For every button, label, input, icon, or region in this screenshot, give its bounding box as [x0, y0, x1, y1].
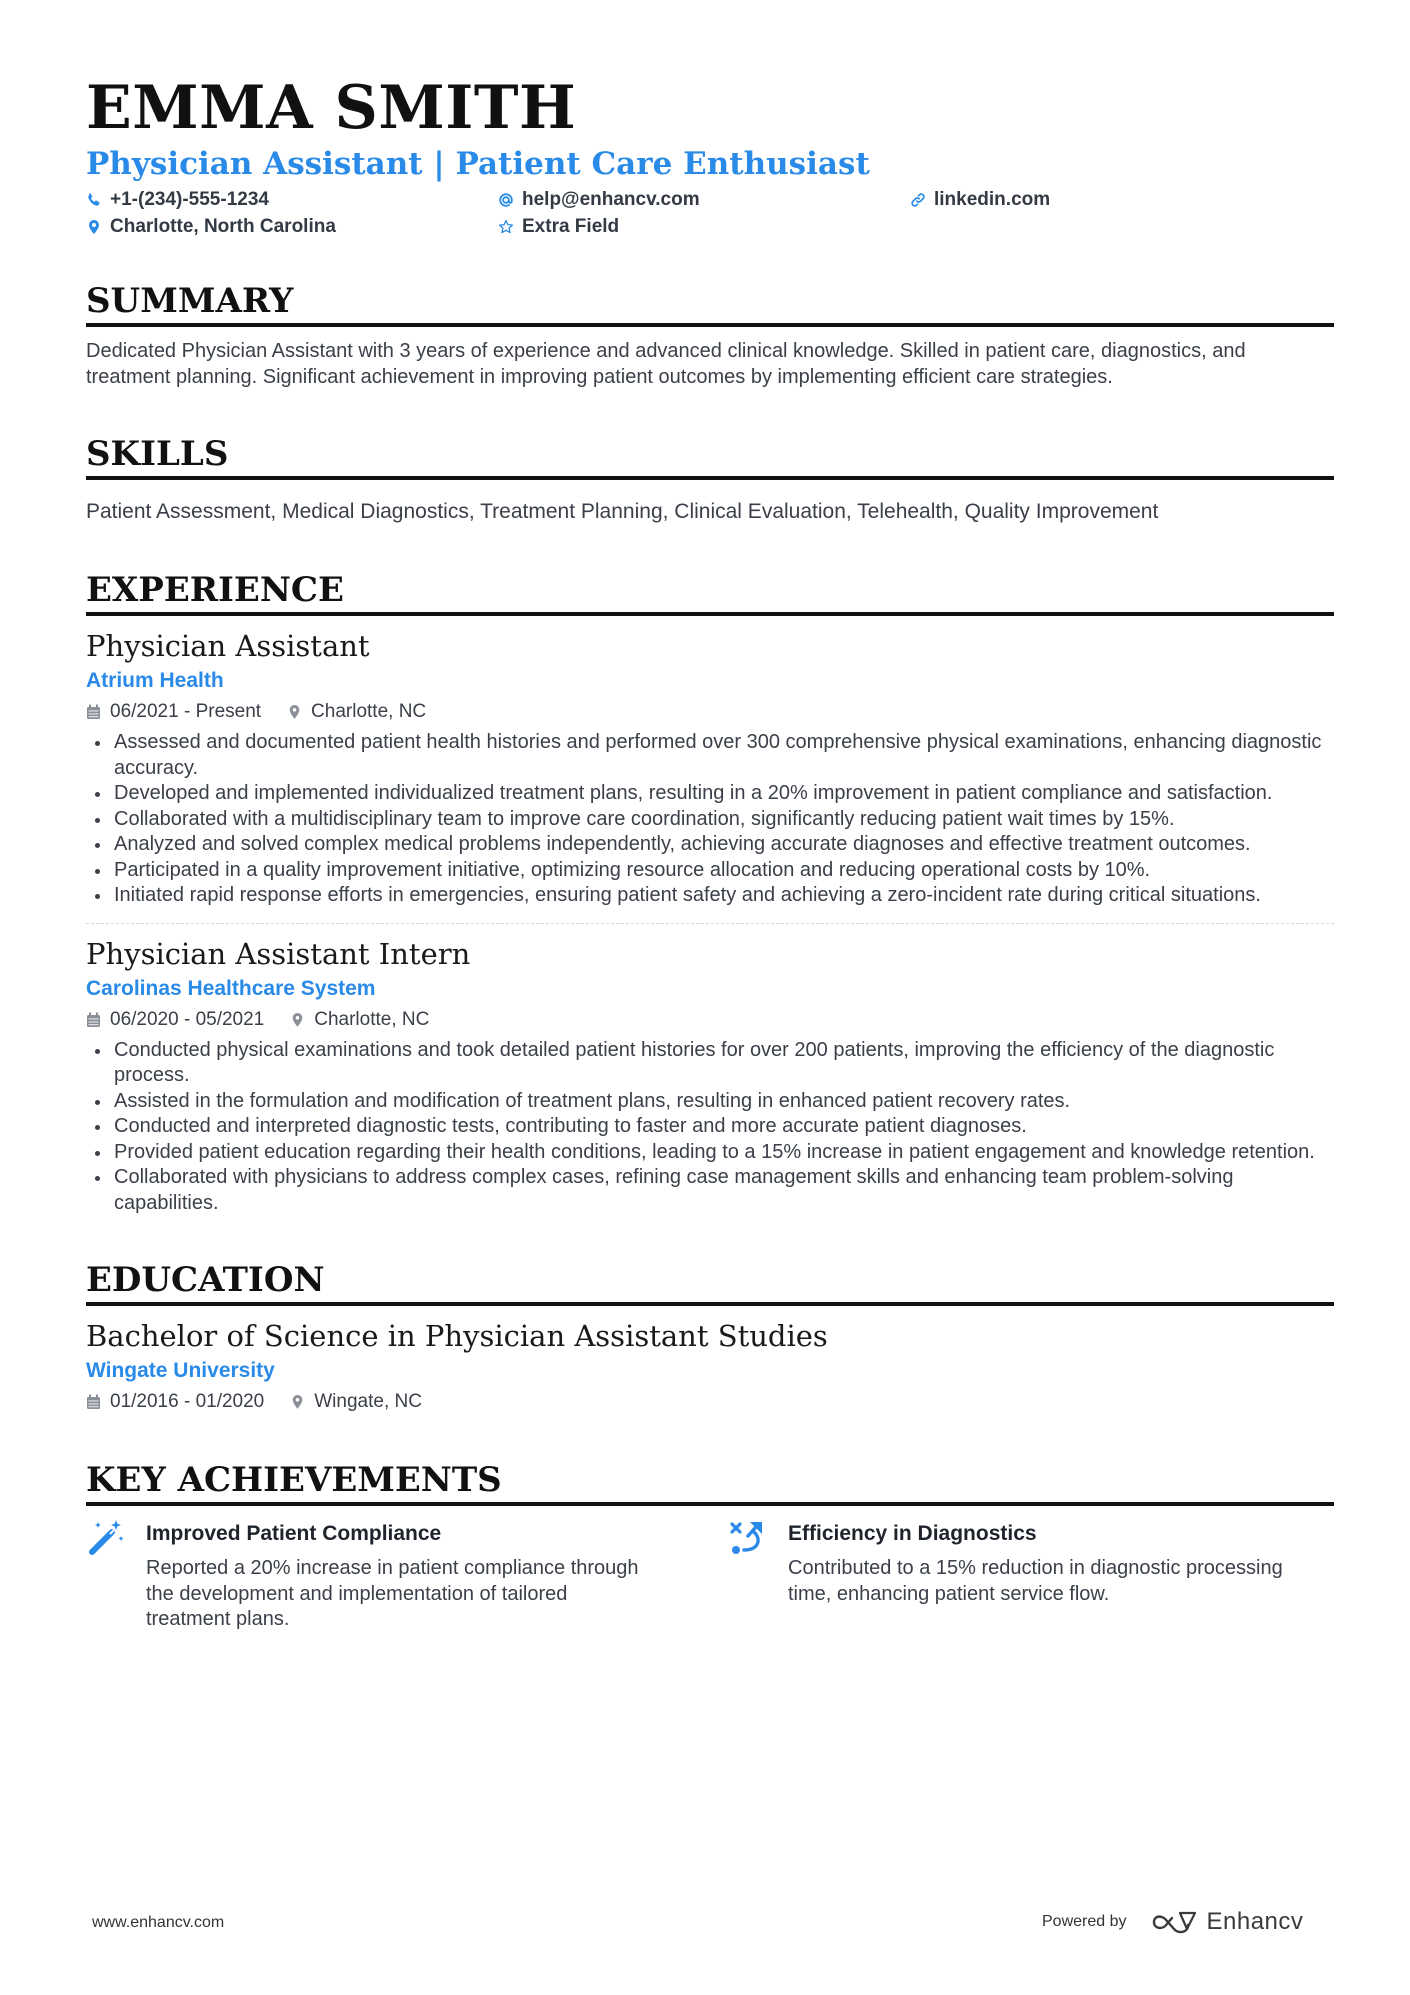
location — [290, 1388, 422, 1416]
experience-entry — [86, 616, 1334, 909]
star-icon — [498, 219, 514, 235]
location-pin-icon — [86, 219, 102, 235]
bullet-text: Developed and implemented individualized treatment plans, resulting in a 20% improvement in patient compliance and satisfaction. — [114, 782, 1273, 804]
bullet-dot — [95, 1151, 100, 1156]
school-name[interactable]: Wingate University — [86, 1359, 275, 1382]
entry-meta — [86, 1006, 1334, 1034]
enhancv-logo[interactable] — [1151, 1908, 1304, 1936]
at-icon — [498, 192, 514, 208]
calendar-icon — [86, 704, 101, 720]
list-item — [86, 1038, 1334, 1089]
link-icon — [910, 192, 926, 208]
location-pin-icon — [290, 1394, 305, 1410]
bullet-text: Conducted physical examinations and took detailed patient histories for over 200 patients, improving the efficiency of the diagnostic process. — [114, 1038, 1275, 1086]
section-title: KEY ACHIEVEMENTS — [86, 1460, 1334, 1506]
section-title: EXPERIENCE — [86, 570, 1334, 616]
candidate-name: EMMA SMITH — [86, 73, 577, 143]
list-item — [86, 730, 1334, 781]
job-title: Physician Assistant Intern — [86, 936, 471, 971]
phone-icon — [86, 192, 102, 208]
location — [287, 698, 426, 726]
achievement-desc: Contributed to a 15% reduction in diagnostic processing time, enhancing patient service flow. — [788, 1557, 1283, 1605]
summary-text: Dedicated Physician Assistant with 3 years of experience and advanced clinical knowledge. Skilled in patient care, diagnostics, and treatment planning. Significant achievement in improving patient outcomes by implementing efficient care strategies. — [86, 340, 1246, 388]
date-text: 01/2016 - 01/2020 — [110, 1391, 265, 1412]
bullet-dot — [95, 1100, 100, 1105]
achievement-desc: Reported a 20% increase in patient compliance through the development and implementation of tailored treatment plans. — [146, 1557, 639, 1630]
footer-website[interactable]: www.enhancv.com — [92, 1914, 225, 1931]
education-section — [86, 1260, 1334, 1416]
list-item — [86, 858, 1334, 884]
calendar-icon — [86, 1012, 101, 1028]
list-item — [86, 807, 1334, 833]
job-title: Physician Assistant — [86, 629, 370, 663]
calendar-icon — [86, 1394, 101, 1410]
degree-title: Bachelor of Science in Physician Assistant Studies — [86, 1319, 828, 1353]
bullet-dot — [95, 843, 100, 848]
list-item — [86, 1114, 1334, 1140]
contact-location — [86, 215, 498, 239]
list-item — [86, 832, 1334, 858]
company-name[interactable]: Carolinas Healthcare System — [86, 976, 376, 1000]
bullet-dot — [95, 792, 100, 797]
bullet-text: Analyzed and solved complex medical problems independently, achieving accurate diagnoses and effective treatment outcomes. — [114, 833, 1251, 855]
date-range — [86, 1388, 264, 1416]
date-text: 06/2020 - 05/2021 — [110, 1008, 265, 1030]
contact-extra — [498, 215, 910, 239]
list-item — [86, 1165, 1334, 1216]
contact-email[interactable] — [498, 188, 910, 212]
contact-value: +1-(234)-555-1234 — [110, 189, 269, 210]
list-item — [86, 1140, 1334, 1166]
location-text: Charlotte, NC — [311, 701, 427, 722]
achievement-title: Efficiency in Diagnostics — [788, 1522, 1037, 1545]
resume-page — [86, 72, 1334, 1633]
achievement-title: Improved Patient Compliance — [146, 1522, 442, 1545]
location-pin-icon — [290, 1012, 305, 1028]
bullet-text: Assessed and documented patient health histories and performed over 300 comprehensive physical examinations, enhancing diagnostic accuracy. — [114, 731, 1322, 779]
bullet-dot — [95, 1125, 100, 1130]
bullet-text: Participated in a quality improvement initiative, optimizing resource allocation and reducing operational costs by 10%. — [114, 858, 1151, 881]
bullet-dot — [95, 1176, 100, 1181]
footer-branding — [1042, 1908, 1303, 1936]
achievements-section — [86, 1460, 1334, 1633]
bullet-text: Collaborated with physicians to address complex cases, refining case management skills and enhancing team problem-solving capabilities. — [114, 1166, 1234, 1214]
section-title: SKILLS — [86, 434, 1334, 480]
powered-by-label: Powered by — [1042, 1913, 1127, 1930]
bullet-text: Assisted in the formulation and modification of treatment plans, resulting in enhanced patient recovery rates. — [114, 1089, 1071, 1112]
bullet-dot — [95, 894, 100, 899]
skills-section — [86, 434, 1334, 526]
bullet-text: Conducted and interpreted diagnostic tests, contributing to faster and more accurate patient diagnoses. — [114, 1115, 1027, 1137]
brand-name: Enhancv — [1206, 1908, 1304, 1935]
section-title: SUMMARY — [86, 281, 1334, 327]
contact-value: linkedin.com — [934, 189, 1051, 210]
candidate-headline: Physician Assistant | Patient Care Enthusiast — [86, 146, 870, 182]
section-title: EDUCATION — [86, 1260, 1334, 1306]
achievement-list — [86, 730, 1334, 909]
summary-section — [86, 281, 1334, 390]
infinity-logo-icon — [1151, 1909, 1197, 1935]
achievements-grid — [86, 1520, 1334, 1633]
education-entry — [86, 1306, 1334, 1416]
entry-meta — [86, 698, 1334, 726]
contact-value: Charlotte, North Carolina — [110, 216, 336, 237]
experience-section — [86, 570, 1334, 1216]
contact-value: Extra Field — [522, 216, 620, 237]
skills-text: Patient Assessment, Medical Diagnostics, Treatment Planning, Clinical Evaluation, Telehealth, Quality Improvement — [86, 500, 1159, 523]
contact-phone[interactable] — [86, 188, 498, 212]
bullet-text: Provided patient education regarding their health conditions, leading to a 15% increase in patient engagement and knowledge retention. — [114, 1140, 1315, 1163]
bullet-text: Initiated rapid response efforts in emergencies, ensuring patient safety and achieving a zero-incident rate during critical situations. — [114, 884, 1261, 906]
strategy-arrow-icon — [728, 1518, 768, 1558]
contact-linkedin[interactable] — [910, 188, 1330, 212]
achievement-item — [728, 1520, 1334, 1633]
date-text: 06/2021 - Present — [110, 701, 262, 722]
location-text: Charlotte, NC — [314, 1008, 430, 1030]
date-range — [86, 1006, 264, 1034]
magic-wand-icon — [86, 1518, 126, 1558]
contact-value: help@enhancv.com — [522, 189, 700, 210]
list-item — [86, 1089, 1334, 1115]
bullet-text: Collaborated with a multidisciplinary team to improve care coordination, significantly reducing patient wait times by 15%. — [114, 807, 1175, 830]
bullet-dot — [95, 741, 100, 746]
achievement-list — [86, 1038, 1334, 1217]
list-item — [86, 883, 1334, 909]
achievement-body — [788, 1520, 1288, 1633]
list-item — [86, 781, 1334, 807]
company-name[interactable]: Atrium Health — [86, 669, 224, 692]
date-range — [86, 698, 261, 726]
bullet-dot — [95, 818, 100, 823]
bullet-dot — [95, 1049, 100, 1054]
achievement-body — [146, 1520, 646, 1633]
location-text: Wingate, NC — [314, 1391, 422, 1412]
bullet-dot — [95, 869, 100, 874]
achievement-item — [86, 1520, 728, 1633]
experience-entry — [86, 923, 1334, 1217]
contact-info — [86, 188, 1334, 239]
location-pin-icon — [287, 704, 302, 720]
location — [290, 1006, 429, 1034]
entry-meta — [86, 1388, 1334, 1416]
